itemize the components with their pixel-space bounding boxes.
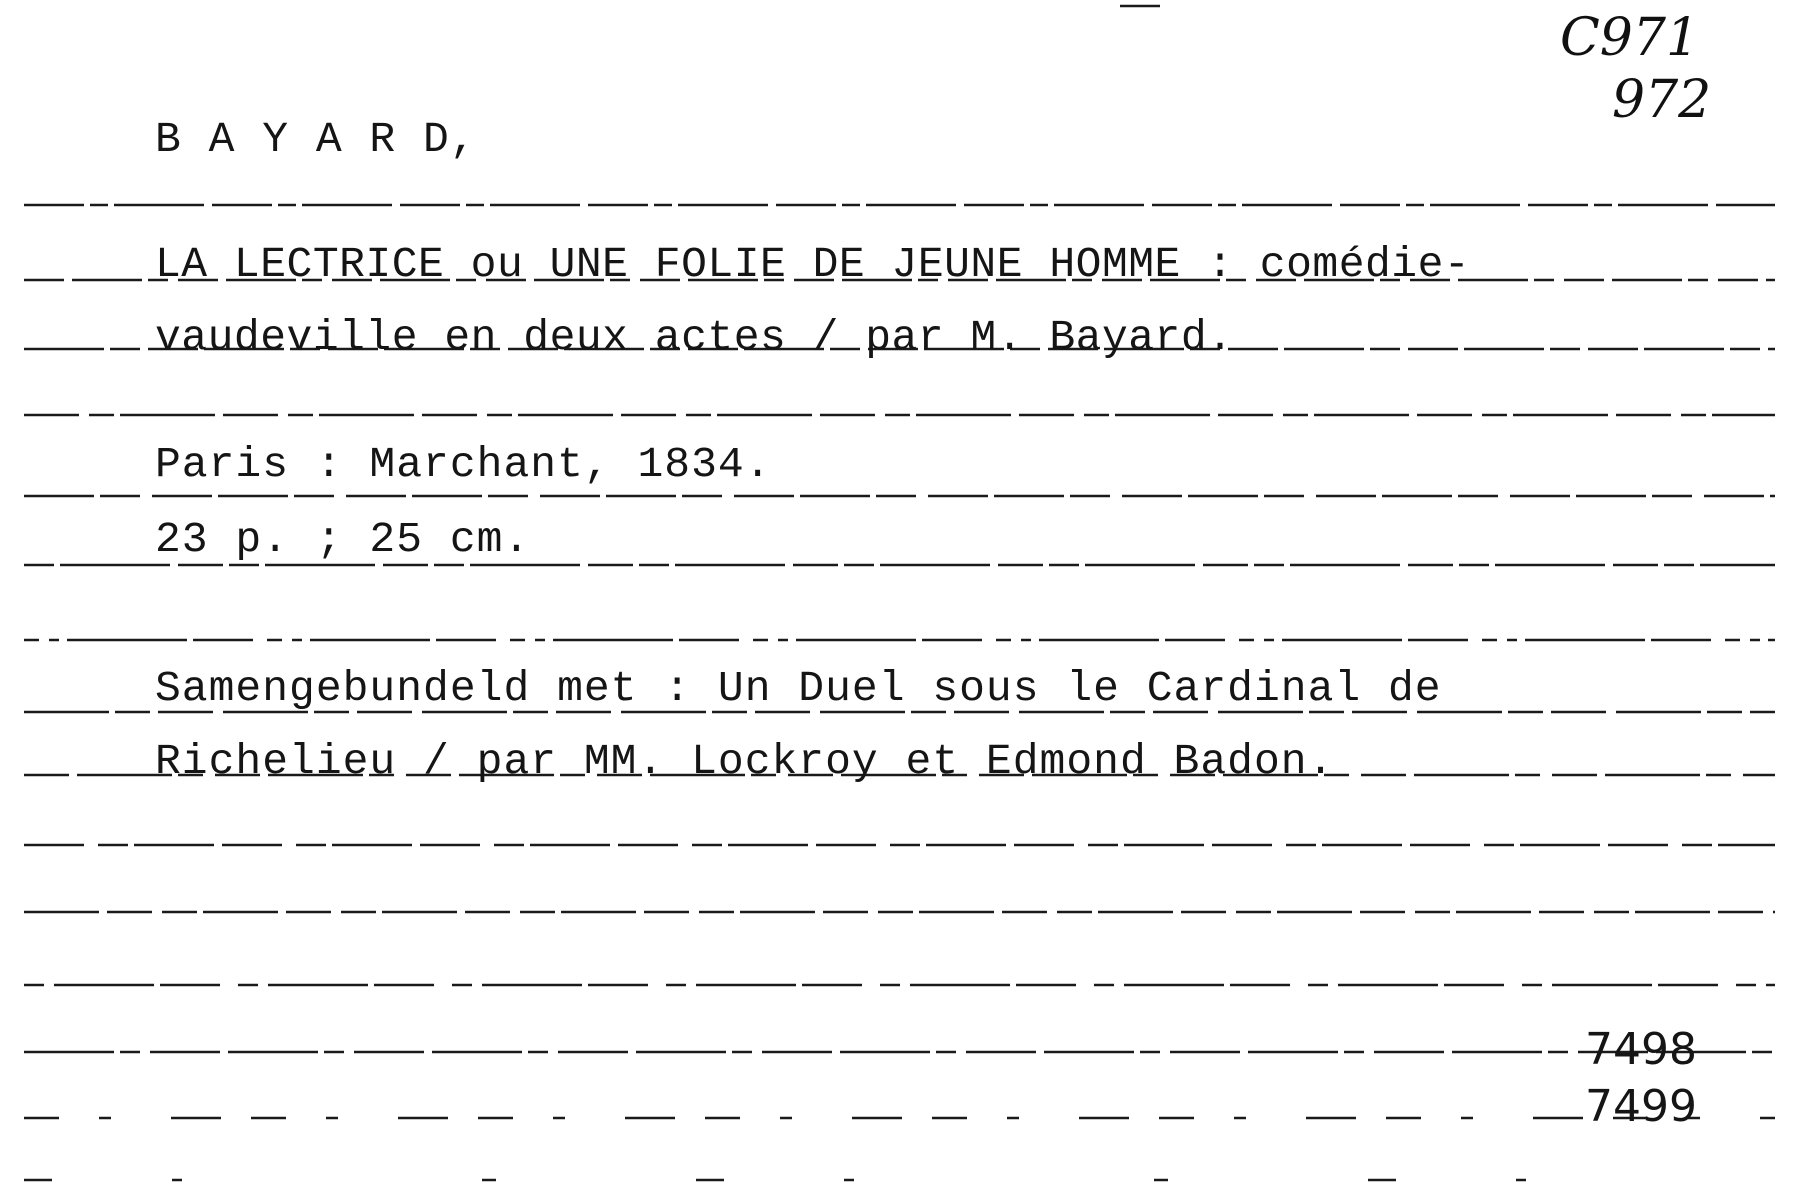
title-line-1: LA LECTRICE ou UNE FOLIE DE JEUNE HOMME : comédie- xyxy=(155,240,1471,289)
collation: 23 p. ; 25 cm. xyxy=(155,515,531,564)
note-line-2: Richelieu / par MM. Lockroy et Edmond Badon. xyxy=(155,737,1335,786)
author-heading: B A Y A R D, xyxy=(155,115,477,164)
imprint: Paris : Marchant, 1834. xyxy=(155,440,772,489)
shelfmark-line-2: 972 xyxy=(1612,70,1712,130)
title-line-2: vaudeville en deux actes / par M. Bayard. xyxy=(155,313,1234,362)
note-line-1: Samengebundeld met : Un Duel sous le Cardinal de xyxy=(155,664,1442,713)
shelfmark-line-1: C971 xyxy=(1560,8,1700,68)
accession-number-1: 7498 xyxy=(1585,1024,1697,1075)
accession-number-2: 7499 xyxy=(1585,1081,1697,1132)
